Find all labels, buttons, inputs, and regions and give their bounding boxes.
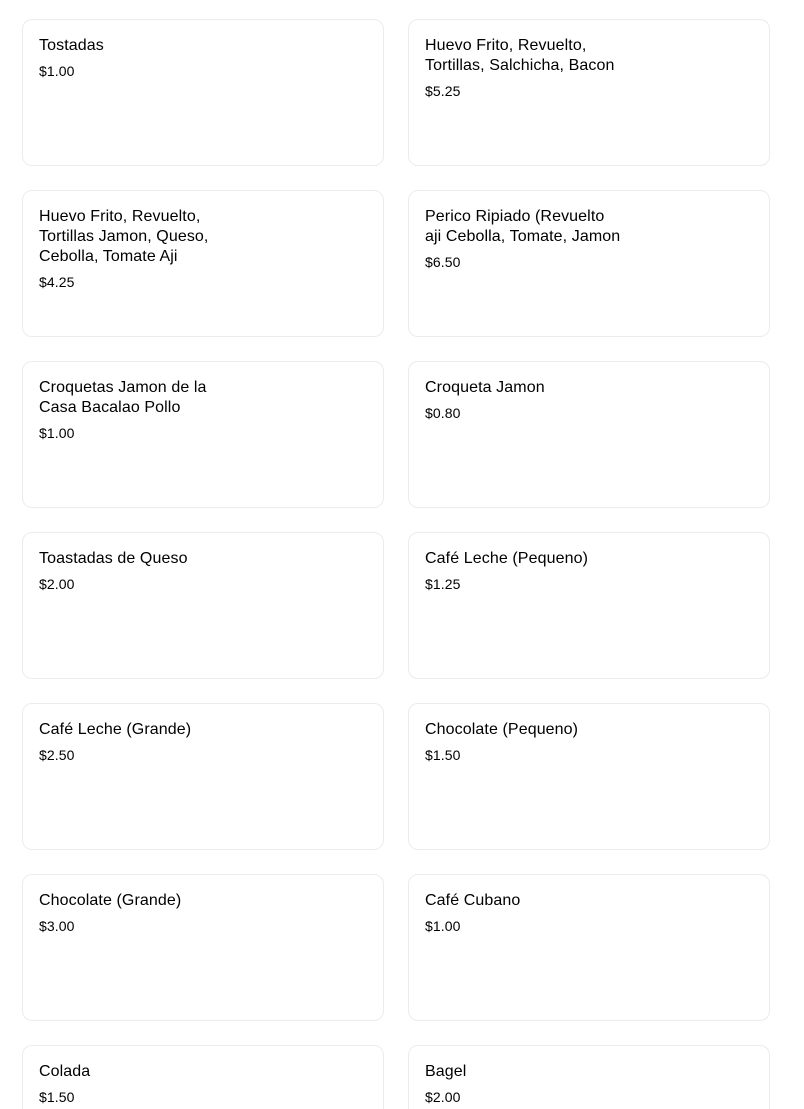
- menu-item-card[interactable]: [408, 703, 770, 850]
- menu-item-card[interactable]: [22, 874, 384, 1021]
- menu-item-price: $5.25: [425, 83, 461, 99]
- menu-item-card[interactable]: [408, 874, 770, 1021]
- menu-item-price: $6.50: [425, 254, 461, 270]
- menu-item-price: $1.00: [39, 425, 75, 441]
- menu-item-name: Colada: [39, 1063, 91, 1080]
- menu-item-name: Huevo Frito, Revuelto, Tortillas Jamon, Queso, Cebolla, Tomate Aji: [39, 208, 209, 265]
- menu-item-card[interactable]: [408, 19, 770, 166]
- menu-item-card[interactable]: [408, 190, 770, 337]
- menu-item-name: Tostadas: [39, 37, 104, 54]
- menu-item-card[interactable]: [22, 703, 384, 850]
- menu-item-card[interactable]: [408, 1045, 770, 1109]
- menu-item-price: $2.00: [425, 1089, 461, 1105]
- menu-item-card[interactable]: [22, 532, 384, 679]
- menu-item-name: Croqueta Jamon: [425, 379, 545, 396]
- menu-item-price: $0.80: [425, 405, 461, 421]
- menu-item-price: $2.50: [39, 747, 75, 763]
- menu-item-price: $1.00: [425, 918, 461, 934]
- menu-item-name: Perico Ripiado (Revuelto aji Cebolla, Tomate, Jamon: [425, 208, 621, 245]
- menu-item-name: Bagel: [425, 1063, 467, 1080]
- menu-item-name: Chocolate (Grande): [39, 892, 182, 909]
- menu-item-price: $1.00: [39, 63, 75, 79]
- menu-item-name: Chocolate (Pequeno): [425, 721, 579, 738]
- menu-item-price: $1.25: [425, 576, 461, 592]
- menu-item-name: Café Cubano: [425, 892, 521, 909]
- menu-item-card[interactable]: [22, 361, 384, 508]
- menu-item-card[interactable]: [408, 532, 770, 679]
- menu-item-name: Huevo Frito, Revuelto, Tortillas, Salchicha, Bacon: [425, 37, 615, 74]
- menu-item-price: $3.00: [39, 918, 75, 934]
- menu-item-price: $2.00: [39, 576, 75, 592]
- menu-item-name: Croquetas Jamon de la Casa Bacalao Pollo: [39, 379, 207, 416]
- menu-item-name: Toastadas de Queso: [39, 550, 188, 567]
- menu-item-card[interactable]: [22, 19, 384, 166]
- menu-item-card[interactable]: [22, 190, 384, 337]
- menu-item-card[interactable]: [22, 1045, 384, 1109]
- menu-item-name: Café Leche (Grande): [39, 721, 192, 738]
- menu-item-price: $1.50: [425, 747, 461, 763]
- menu-item-card[interactable]: [408, 361, 770, 508]
- menu-item-price: $4.25: [39, 274, 75, 290]
- menu-item-name: Café Leche (Pequeno): [425, 550, 588, 567]
- menu-item-price: $1.50: [39, 1089, 75, 1105]
